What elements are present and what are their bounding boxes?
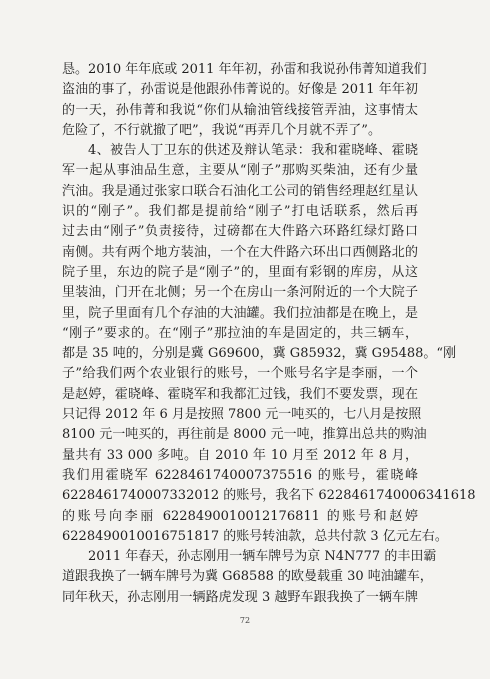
text-line: 我们用霍晓军 6228461740007375516 的账号，霍晓峰 bbox=[62, 467, 418, 483]
text-line: 只记得 2012 年 6 月是按照 7800 元一吨买的，七八月是按照 bbox=[62, 407, 422, 423]
text-line: 识的“刚子”。我们都是提前给“刚子”打电话联系，然后再 bbox=[62, 204, 418, 220]
text-line: 是赵婷，霍晓峰、霍晓军和我都汇过钱，我们不要发票，现在 bbox=[62, 386, 418, 402]
text-line: 过去由“刚子”负责接待，过磅都在大件路六环路红绿灯路口 bbox=[62, 224, 418, 240]
body-text bbox=[62, 60, 476, 608]
text-line: 的账号向李丽 6228490010012176811 的账号和赵婷 bbox=[62, 508, 418, 524]
text-line: 军一起从事油品生意，主要从“刚子”那购买柴油，还有少量 bbox=[62, 163, 418, 179]
text-line: 6228490010016751817 的账号转油款，总共付款 3 亿元左右。 bbox=[62, 528, 448, 544]
text-line: 量共有 33 000 多吨。自 2010 年 10 月至 2012 年 8 月， bbox=[62, 447, 418, 463]
text-line: 里，院子里面有几个存油的大油罐。我们拉油都是在晚上，是 bbox=[62, 305, 418, 321]
text-line: 子”给我们两个农业银行的账号，一个账号名字是李丽，一个 bbox=[62, 366, 418, 382]
text-line: 的一天，孙伟菁和我说“你们从输油管线接管弄油，这事情太 bbox=[62, 102, 418, 118]
text-line: 都是 35 吨的，分别是冀 G69600，冀 G85932，冀 G95488。“刚 bbox=[62, 346, 457, 362]
text-line: 6228461740007332012 的账号，我名下 6228461740006341618 bbox=[62, 488, 476, 504]
text-line: “刚子”要求的。在“刚子”那拉油的车是固定的，共三辆车， bbox=[62, 325, 418, 341]
text-line: 4、被告人丁卫东的供述及辩认笔录：我和霍晓峰、霍晓 bbox=[88, 143, 418, 159]
text-line: 院子里，东边的院子是“刚子”的，里面有彩钢的库房，从这 bbox=[62, 264, 418, 280]
text-line: 南侧。共有两个地方装油，一个在大件路六环出口西侧路北的 bbox=[62, 244, 418, 260]
text-line: 2011 年春天，孙志刚用一辆车牌号为京 N4N777 的丰田霸 bbox=[88, 549, 437, 565]
text-line: 道跟我换了一辆车牌号为冀 G68588 的欧曼载重 30 吨油罐车， bbox=[62, 569, 433, 585]
text-line: 8100 元一吨买的，再往前是 8000 元一吨，推算出总共的购油 bbox=[62, 427, 427, 443]
text-line: 盗油的事了，孙雷说是他跟孙伟菁说的。好像是 2011 年年初 bbox=[62, 82, 418, 98]
page-number: 72 bbox=[239, 616, 251, 625]
text-line: 里装油，门开在北侧；另一个在房山一条河附近的一个大院子 bbox=[62, 285, 418, 301]
text-line: 汽油。我是通过张家口联合石油化工公司的销售经理赵红星认 bbox=[62, 183, 418, 199]
text-line: 同年秋天，孙志刚用一辆路虎发现 3 越野车跟我换了一辆车牌 bbox=[62, 589, 418, 605]
text-line: 危险了，不行就撤了吧”，我说“再弄几个月就不弄了”。 bbox=[62, 122, 381, 138]
text-line: 恳。2010 年年底或 2011 年年初，孙雷和我说孙伟菁知道我们 bbox=[62, 62, 427, 77]
